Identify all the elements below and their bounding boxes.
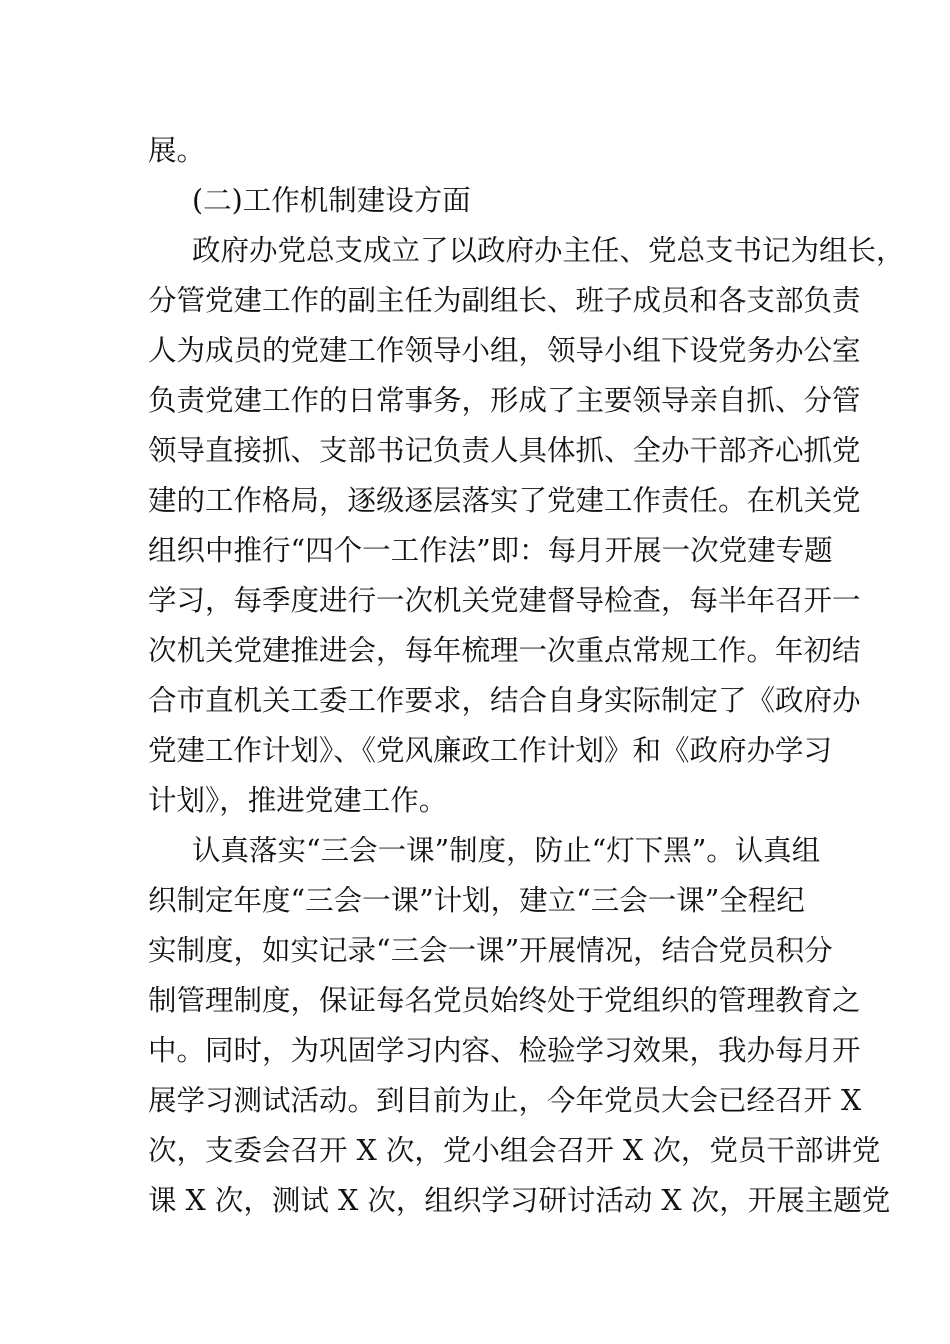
- text-line: [0, 726, 950, 776]
- text-line: [0, 1176, 950, 1226]
- line-text: 次机关党建推进会，每年梳理一次重点常规工作。年初结: [148, 634, 861, 667]
- text-line: [0, 1026, 950, 1076]
- line-text: 展学习测试活动。到目前为止，今年党员大会已经召开 X: [148, 1084, 862, 1117]
- text-line: [0, 126, 950, 176]
- text-line: [0, 976, 950, 1026]
- line-text: 领导直接抓、支部书记负责人具体抓、全办干部齐心抓党: [148, 434, 861, 467]
- text-line: [0, 576, 950, 626]
- text-line: [0, 526, 950, 576]
- line-text: (二)工作机制建设方面: [192, 184, 471, 217]
- line-text: 中。同时，为巩固学习内容、检验学习效果，我办每月开: [148, 1034, 861, 1067]
- line-text: 展。: [148, 134, 206, 167]
- text-line: [0, 476, 950, 526]
- line-text: 学习，每季度进行一次机关党建督导检查，每半年召开一: [148, 584, 861, 617]
- text-line: [0, 876, 950, 926]
- line-text: 计划》，推进党建工作。: [148, 784, 448, 817]
- line-text: 制管理制度，保证每名党员始终处于党组织的管理教育之: [148, 984, 861, 1017]
- line-text: 合市直机关工委工作要求，结合自身实际制定了《政府办: [148, 684, 861, 717]
- line-text: 人为成员的党建工作领导小组，领导小组下设党务办公室: [148, 334, 861, 367]
- line-text: 认真落实“三会一课”制度，防止“灯下黑”。认真组: [192, 834, 821, 867]
- text-line: [0, 1126, 950, 1176]
- text-line: [0, 1076, 950, 1126]
- text-line: [0, 776, 950, 826]
- line-text: 实制度，如实记录“三会一课”开展情况，结合党员积分: [148, 934, 833, 967]
- text-line: [0, 926, 950, 976]
- text-line: [0, 226, 950, 276]
- text-line: [0, 826, 950, 876]
- line-text: 建的工作格局，逐级逐层落实了党建工作责任。在机关党: [148, 484, 861, 517]
- line-text: 党建工作计划》、《党风廉政工作计划》和《政府办学习: [148, 734, 833, 767]
- line-text: 课 X 次，测试 X 次，组织学习研讨活动 X 次，开展主题党: [148, 1184, 891, 1217]
- text-line: [0, 326, 950, 376]
- text-line: [0, 426, 950, 476]
- line-text: 分管党建工作的副主任为副组长、班子成员和各支部负责: [148, 284, 861, 317]
- line-text: 织制定年度“三会一课”计划，建立“三会一课”全程纪: [148, 884, 805, 917]
- text-line: [0, 626, 950, 676]
- section-heading: [0, 176, 950, 226]
- text-line: [0, 676, 950, 726]
- text-line: [0, 276, 950, 326]
- text-line: [0, 376, 950, 426]
- line-text: 组织中推行“四个一工作法”即：每月开展一次党建专题: [148, 534, 833, 567]
- line-text: 次，支委会召开 X 次，党小组会召开 X 次，党员干部讲党: [148, 1134, 881, 1167]
- line-text: 负责党建工作的日常事务，形成了主要领导亲自抓、分管: [148, 384, 861, 417]
- line-text: 政府办党总支成立了以政府办主任、党总支书记为组长，: [192, 234, 905, 267]
